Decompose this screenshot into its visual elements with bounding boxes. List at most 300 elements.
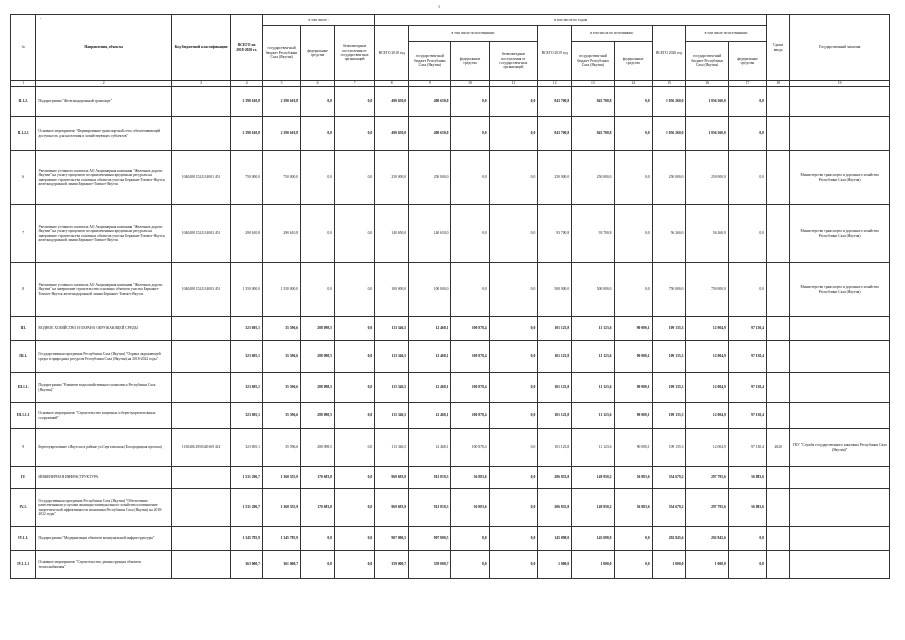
cell-s20: 292 845,6 bbox=[686, 527, 728, 551]
cell-fed: 288 098,5 bbox=[301, 373, 335, 403]
cell-name: Основное мероприятие "Формирование транспортной сети, обеспечивающей доступность для населения и хозяйствующих субъектов" bbox=[36, 117, 172, 151]
cell-f20: 97 130,4 bbox=[728, 341, 766, 373]
cell-fed: 0,0 bbox=[301, 151, 335, 205]
header-fed: федеральные средства bbox=[301, 26, 335, 81]
cell-total: 323 695,1 bbox=[231, 429, 263, 467]
cell-t20: 354 679,2 bbox=[652, 489, 686, 527]
cell-s19: 11 123,6 bbox=[572, 373, 614, 403]
cell-s20: 1 056 260,0 bbox=[686, 117, 728, 151]
cell-state: 2 390 610,8 bbox=[263, 117, 301, 151]
cell-cust bbox=[790, 403, 890, 429]
cell-term bbox=[767, 527, 790, 551]
header-state-2018: государствен-ный бюджет Республики Саха (Якутия) bbox=[409, 42, 451, 81]
header-sources-2020: в том числе по источникам: bbox=[686, 26, 767, 42]
cell-n18: 0,0 bbox=[489, 263, 538, 317]
cell-nb: 0,0 bbox=[334, 205, 374, 263]
cell-fed: 0,0 bbox=[301, 263, 335, 317]
cell-state: 35 596,6 bbox=[263, 429, 301, 467]
column-number: 11 bbox=[489, 81, 538, 87]
cell-s18: 12 468,1 bbox=[409, 341, 451, 373]
cell-state: 1 345 785,9 bbox=[263, 527, 301, 551]
cell-f20: 97 130,4 bbox=[728, 373, 766, 403]
cell-kbk bbox=[171, 527, 230, 551]
cell-t20: 250 000,0 bbox=[652, 151, 686, 205]
cell-cust bbox=[790, 489, 890, 527]
cell-f20: 97 130,4 bbox=[728, 403, 766, 429]
cell-no: IV. bbox=[11, 467, 36, 489]
cell-fed: 0,0 bbox=[301, 117, 335, 151]
column-number: 2 bbox=[36, 81, 172, 87]
column-number: 4 bbox=[231, 81, 263, 87]
cell-n18: 0,0 bbox=[489, 429, 538, 467]
column-number: 15 bbox=[652, 81, 686, 87]
cell-cust bbox=[790, 87, 890, 117]
cell-f18: 0,0 bbox=[451, 527, 489, 551]
cell-state: 35 596,6 bbox=[263, 403, 301, 429]
cell-cust bbox=[790, 373, 890, 403]
cell-s20: 297 795,6 bbox=[686, 467, 728, 489]
cell-t18: 359 000,7 bbox=[375, 551, 409, 579]
cell-nb: 0,0 bbox=[334, 151, 374, 205]
cell-total: 363 000,7 bbox=[231, 551, 263, 579]
header-total: ВСЕГО на 2018-2020 гг. bbox=[231, 15, 263, 81]
cell-term bbox=[767, 551, 790, 579]
header-fed-2020: федеральные средства bbox=[728, 42, 766, 81]
cell-t20: 56 260,0 bbox=[652, 205, 686, 263]
cell-f20: 0,0 bbox=[728, 263, 766, 317]
cell-f18: 56 883,6 bbox=[451, 489, 489, 527]
cell-t20: 750 000,0 bbox=[652, 263, 686, 317]
cell-s18: 907 800,5 bbox=[409, 527, 451, 551]
cell-cust bbox=[790, 527, 890, 551]
cell-nb: 0,0 bbox=[334, 489, 374, 527]
cell-t20: 1 056 260,0 bbox=[652, 117, 686, 151]
cell-no: III.1.1.1 bbox=[11, 403, 36, 429]
cell-s18: 12 468,1 bbox=[409, 373, 451, 403]
cell-f18: 0,0 bbox=[451, 205, 489, 263]
cell-fed: 0,0 bbox=[301, 527, 335, 551]
cell-t18: 100 000,0 bbox=[375, 263, 409, 317]
cell-s20: 12 004,9 bbox=[686, 373, 728, 403]
cell-f19: 90 000,1 bbox=[614, 317, 652, 341]
cell-kbk bbox=[171, 467, 230, 489]
cell-t18: 969 693,9 bbox=[375, 489, 409, 527]
cell-name: Основное мероприятие "Строительство, реконструкция объектов теплоснабжения" bbox=[36, 551, 172, 579]
table-row bbox=[11, 151, 890, 205]
table-row bbox=[11, 341, 890, 373]
cell-f18: 100 878,4 bbox=[451, 429, 489, 467]
cell-total: 2 390 610,8 bbox=[231, 87, 263, 117]
cell-t18: 250 000,0 bbox=[375, 151, 409, 205]
cell-n18: 0,0 bbox=[489, 341, 538, 373]
cell-kbk bbox=[171, 489, 230, 527]
column-number: 18 bbox=[767, 81, 790, 87]
cell-total: 323 695,1 bbox=[231, 341, 263, 373]
cell-s18: 912 810,3 bbox=[409, 467, 451, 489]
cell-s19: 11 123,6 bbox=[572, 429, 614, 467]
table-row bbox=[11, 373, 890, 403]
cell-kbk: 1040408 1522114001 451 bbox=[171, 151, 230, 205]
cell-fed: 170 683,8 bbox=[301, 467, 335, 489]
cell-f18: 0,0 bbox=[451, 551, 489, 579]
cell-t19: 101 123,8 bbox=[538, 403, 572, 429]
cell-t18: 113 346,5 bbox=[375, 429, 409, 467]
cell-no: III.1.1. bbox=[11, 373, 36, 403]
cell-t18: 113 346,5 bbox=[375, 341, 409, 373]
cell-total: 323 695,1 bbox=[231, 373, 263, 403]
cell-name: Подпрограмма "Железнодорожный транспорт" bbox=[36, 87, 172, 117]
cell-f19: 0,0 bbox=[614, 117, 652, 151]
cell-s20: 250 000,0 bbox=[686, 151, 728, 205]
cell-name: ИНЖЕНЕРНАЯ ИНФРАСТРУКТУРА bbox=[36, 467, 172, 489]
cell-cust bbox=[790, 317, 890, 341]
column-number: 5 bbox=[263, 81, 301, 87]
cell-no: 9 bbox=[11, 429, 36, 467]
header-2020: ВСЕГО 2020 год bbox=[652, 26, 686, 81]
cell-term bbox=[767, 403, 790, 429]
cell-term bbox=[767, 467, 790, 489]
cell-t18: 969 693,9 bbox=[375, 467, 409, 489]
cell-f20: 0,0 bbox=[728, 151, 766, 205]
cell-nb: 0,0 bbox=[334, 263, 374, 317]
cell-t19: 1 000,0 bbox=[538, 551, 572, 579]
cell-t19: 500 000,0 bbox=[538, 263, 572, 317]
column-number: 16 bbox=[686, 81, 728, 87]
cell-f20: 97 130,4 bbox=[728, 429, 766, 467]
cell-s18: 490 650,0 bbox=[409, 87, 451, 117]
cell-s19: 11 123,6 bbox=[572, 317, 614, 341]
cell-state: 1 360 555,9 bbox=[263, 489, 301, 527]
cell-state: 1 350 000,0 bbox=[263, 263, 301, 317]
cell-f18: 100 878,4 bbox=[451, 341, 489, 373]
cell-fed: 288 098,5 bbox=[301, 341, 335, 373]
column-number: 8 bbox=[375, 81, 409, 87]
cell-term: 2020 bbox=[767, 429, 790, 467]
cell-fed: 288 098,5 bbox=[301, 429, 335, 467]
header-by-years: в том числе по годам bbox=[375, 15, 767, 26]
cell-t20: 354 679,2 bbox=[652, 467, 686, 489]
cell-n18: 0,0 bbox=[489, 551, 538, 579]
cell-nb: 0,0 bbox=[334, 87, 374, 117]
corner-mark: - bbox=[40, 16, 42, 21]
cell-t18: 907 800,5 bbox=[375, 527, 409, 551]
cell-no: II.1.2. bbox=[11, 87, 36, 117]
table-row bbox=[11, 467, 890, 489]
cell-term bbox=[767, 87, 790, 117]
table-row bbox=[11, 527, 890, 551]
cell-nb: 0,0 bbox=[334, 551, 374, 579]
table-row bbox=[11, 87, 890, 117]
cell-s19: 843 700,8 bbox=[572, 87, 614, 117]
header-nonbud: безвозмездные поступления от государствен-ных организаций bbox=[334, 26, 374, 81]
table-row bbox=[11, 489, 890, 527]
cell-n18: 0,0 bbox=[489, 87, 538, 117]
cell-s19: 11 123,6 bbox=[572, 403, 614, 429]
cell-t19: 206 833,8 bbox=[538, 467, 572, 489]
cell-t19: 250 000,0 bbox=[538, 151, 572, 205]
column-number: 9 bbox=[409, 81, 451, 87]
cell-kbk bbox=[171, 117, 230, 151]
cell-term bbox=[767, 341, 790, 373]
column-number: 19 bbox=[790, 81, 890, 87]
cell-no: 8 bbox=[11, 263, 36, 317]
cell-t19: 843 700,8 bbox=[538, 87, 572, 117]
column-number: 17 bbox=[728, 81, 766, 87]
header-2018: ВСЕГО 2018 год bbox=[375, 26, 409, 81]
cell-n18: 0,0 bbox=[489, 151, 538, 205]
cell-t18: 113 346,5 bbox=[375, 373, 409, 403]
cell-s19: 149 950,2 bbox=[572, 467, 614, 489]
cell-t19: 101 123,8 bbox=[538, 341, 572, 373]
cell-s18: 140 650,0 bbox=[409, 205, 451, 263]
cell-kbk bbox=[171, 87, 230, 117]
cell-no: III. bbox=[11, 317, 36, 341]
cell-t20: 109 135,3 bbox=[652, 341, 686, 373]
cell-t18: 140 650,0 bbox=[375, 205, 409, 263]
cell-f20: 56 883,6 bbox=[728, 489, 766, 527]
cell-fed: 288 098,5 bbox=[301, 403, 335, 429]
cell-name: Увеличение уставного капитала АО Акционерная компания "Железные дороги Якутии" на уплату процентов по привлеченным кредитным ресурсам на завершение строительства основных объектов участка Беркакит-Томмот-Якутск железнодорожной линии Беркакит-Томмот-Якутск bbox=[36, 151, 172, 205]
column-number: 7 bbox=[334, 81, 374, 87]
cell-f20: 97 130,4 bbox=[728, 317, 766, 341]
cell-t20: 109 135,3 bbox=[652, 429, 686, 467]
cell-cust bbox=[790, 341, 890, 373]
cell-n18: 0,0 bbox=[489, 205, 538, 263]
cell-term bbox=[767, 151, 790, 205]
cell-nb: 0,0 bbox=[334, 341, 374, 373]
cell-s20: 12 004,9 bbox=[686, 341, 728, 373]
cell-t20: 109 135,3 bbox=[652, 373, 686, 403]
cell-t20: 109 135,3 bbox=[652, 317, 686, 341]
cell-kbk bbox=[171, 341, 230, 373]
cell-no: IV.1.1. bbox=[11, 527, 36, 551]
cell-no: IV.1.1.1 bbox=[11, 551, 36, 579]
table-row bbox=[11, 205, 890, 263]
cell-state: 35 596,6 bbox=[263, 317, 301, 341]
header-no: № bbox=[11, 15, 36, 81]
cell-f19: 0,0 bbox=[614, 551, 652, 579]
cell-name: Берегоукрепление г.Якутска в районе ул.Сергеляхская (Богородицкая протока) bbox=[36, 429, 172, 467]
cell-s20: 750 000,0 bbox=[686, 263, 728, 317]
cell-fed: 170 683,8 bbox=[301, 489, 335, 527]
cell-kbk bbox=[171, 373, 230, 403]
header-kbk: Код бюджетной классификации bbox=[171, 15, 230, 81]
cell-state: 1 360 555,9 bbox=[263, 467, 301, 489]
cell-f19: 90 000,1 bbox=[614, 373, 652, 403]
cell-total: 290 610,8 bbox=[231, 205, 263, 263]
column-number: 14 bbox=[614, 81, 652, 87]
cell-n18: 0,0 bbox=[489, 527, 538, 551]
column-number: 13 bbox=[572, 81, 614, 87]
cell-term bbox=[767, 205, 790, 263]
cell-total: 323 695,1 bbox=[231, 317, 263, 341]
cell-nb: 0,0 bbox=[334, 467, 374, 489]
cell-s18: 12 468,1 bbox=[409, 317, 451, 341]
cell-t18: 490 650,0 bbox=[375, 117, 409, 151]
cell-f18: 0,0 bbox=[451, 87, 489, 117]
header-fed-2018: федеральные средства bbox=[451, 42, 489, 81]
cell-n18: 0,0 bbox=[489, 489, 538, 527]
cell-cust bbox=[790, 117, 890, 151]
cell-f18: 100 878,4 bbox=[451, 403, 489, 429]
cell-t19: 206 833,8 bbox=[538, 489, 572, 527]
cell-name: Увеличение уставного капитала АО Акционерная компания "Железные дороги Якутии" на уплату процентов по привлеченным кредитным ресурсам на завершение строительства основных объектов участка Беркакит-Томмот-Якутск железнодорожной линии Беркакит-Томмот-Якутск bbox=[36, 205, 172, 263]
cell-t19: 101 123,8 bbox=[538, 429, 572, 467]
cell-cust bbox=[790, 551, 890, 579]
cell-cust: Министерство транспорта и дорожного хозяйства Республики Саха (Якутия) bbox=[790, 151, 890, 205]
cell-s18: 100 000,0 bbox=[409, 263, 451, 317]
cell-f19: 0,0 bbox=[614, 87, 652, 117]
cell-state: 290 610,8 bbox=[263, 205, 301, 263]
cell-term bbox=[767, 117, 790, 151]
cell-t19: 101 123,8 bbox=[538, 317, 572, 341]
budget-table bbox=[10, 14, 890, 579]
cell-nb: 0,0 bbox=[334, 117, 374, 151]
cell-s18: 250 000,0 bbox=[409, 151, 451, 205]
cell-kbk: 1040408 1522114002 451 bbox=[171, 205, 230, 263]
table-row bbox=[11, 403, 890, 429]
cell-s19: 11 123,6 bbox=[572, 341, 614, 373]
cell-f19: 0,0 bbox=[614, 205, 652, 263]
cell-state: 35 596,6 bbox=[263, 373, 301, 403]
cell-f19: 0,0 bbox=[614, 527, 652, 551]
cell-s19: 500 000,0 bbox=[572, 263, 614, 317]
cell-s20: 1 000,0 bbox=[686, 551, 728, 579]
cell-nb: 0,0 bbox=[334, 317, 374, 341]
cell-f19: 90 000,1 bbox=[614, 403, 652, 429]
cell-t20: 1 000,0 bbox=[652, 551, 686, 579]
cell-t19: 843 700,8 bbox=[538, 117, 572, 151]
cell-s19: 149 950,2 bbox=[572, 489, 614, 527]
cell-s19: 1 000,0 bbox=[572, 551, 614, 579]
cell-s19: 843 700,8 bbox=[572, 117, 614, 151]
cell-nb: 0,0 bbox=[334, 429, 374, 467]
cell-t19: 145 098,0 bbox=[538, 527, 572, 551]
cell-s19: 250 000,0 bbox=[572, 151, 614, 205]
table-row bbox=[11, 263, 890, 317]
cell-t20: 292 845,6 bbox=[652, 527, 686, 551]
header-incl: в том числе : bbox=[263, 15, 375, 26]
column-number: 6 bbox=[301, 81, 335, 87]
cell-name: Государственная программа Республики Саха (Якутия) "Охрана окружающей среды и природных ресурсов Республики Саха (Якутия) на 2018-2022 годы" bbox=[36, 341, 172, 373]
header-fed-2019: федеральные средства bbox=[614, 42, 652, 81]
cell-term bbox=[767, 263, 790, 317]
cell-nb: 0,0 bbox=[334, 373, 374, 403]
cell-total: 1 350 000,0 bbox=[231, 263, 263, 317]
cell-no: IV.1. bbox=[11, 489, 36, 527]
cell-f19: 0,0 bbox=[614, 151, 652, 205]
cell-s20: 297 795,6 bbox=[686, 489, 728, 527]
header-state-2019: государствен-ный бюджет Республики Саха (Якутия) bbox=[572, 42, 614, 81]
cell-s20: 56 260,0 bbox=[686, 205, 728, 263]
header-term: Сроки ввода bbox=[767, 15, 790, 81]
cell-kbk bbox=[171, 403, 230, 429]
cell-total: 1 345 785,9 bbox=[231, 527, 263, 551]
cell-f18: 100 878,4 bbox=[451, 317, 489, 341]
cell-f18: 0,0 bbox=[451, 151, 489, 205]
header-sources-2018: в том числе по источникам: bbox=[409, 26, 538, 42]
cell-name: ВОДНОЕ ХОЗЯЙСТВО И ОХРАНА ОКРУЖАЮЩЕЙ СРЕДЫ bbox=[36, 317, 172, 341]
cell-term bbox=[767, 373, 790, 403]
cell-s18: 12 468,1 bbox=[409, 429, 451, 467]
column-number: 10 bbox=[451, 81, 489, 87]
header-state-2020: государствен-ный бюджет Республики Саха (Якутия) bbox=[686, 42, 728, 81]
cell-nb: 0,0 bbox=[334, 527, 374, 551]
cell-name: Основное мероприятие "Строительство защитных и берегоукрепительных сооружений" bbox=[36, 403, 172, 429]
column-number: 3 bbox=[171, 81, 230, 87]
table-row bbox=[11, 429, 890, 467]
cell-f20: 0,0 bbox=[728, 527, 766, 551]
cell-name: Увеличение уставного капитала АО Акционерная компания "Железные дороги Якутии" на завершение строительства основных объектов участка Беркакит-Томмот-Якутск железнодорожной линии Беркакит-Томмот-Якутск bbox=[36, 263, 172, 317]
cell-fed: 0,0 bbox=[301, 87, 335, 117]
cell-t18: 113 346,5 bbox=[375, 403, 409, 429]
cell-fed: 0,0 bbox=[301, 205, 335, 263]
header-sources-2019: в том числе по источникам: bbox=[572, 26, 652, 42]
cell-s19: 145 098,0 bbox=[572, 527, 614, 551]
cell-s18: 12 468,1 bbox=[409, 403, 451, 429]
cell-f19: 0,0 bbox=[614, 263, 652, 317]
header-customer: Государственный заказчик bbox=[790, 15, 890, 81]
cell-name: Подпрограмма "Развитие водохозяйственного комплекса Республики Саха (Якутия)" bbox=[36, 373, 172, 403]
cell-f20: 0,0 bbox=[728, 117, 766, 151]
cell-t18: 113 346,5 bbox=[375, 317, 409, 341]
cell-s18: 490 650,0 bbox=[409, 117, 451, 151]
cell-n18: 0,0 bbox=[489, 467, 538, 489]
cell-state: 361 000,7 bbox=[263, 551, 301, 579]
cell-cust: Министерство транспорта и дорожного хозяйства Республики Саха (Якутия) bbox=[790, 205, 890, 263]
cell-t19: 93 700,8 bbox=[538, 205, 572, 263]
cell-s18: 359 000,7 bbox=[409, 551, 451, 579]
cell-no: II.1.2.1 bbox=[11, 117, 36, 151]
cell-nb: 0,0 bbox=[334, 403, 374, 429]
cell-no: III.1. bbox=[11, 341, 36, 373]
header-state: государствен-ный бюджет Республики Саха (Якутия) bbox=[263, 26, 301, 81]
cell-state: 750 000,0 bbox=[263, 151, 301, 205]
column-number: 1 bbox=[11, 81, 36, 87]
cell-f20: 56 883,6 bbox=[728, 467, 766, 489]
cell-f19: 90 000,1 bbox=[614, 429, 652, 467]
cell-total: 1 531 296,7 bbox=[231, 489, 263, 527]
cell-total: 1 531 296,7 bbox=[231, 467, 263, 489]
cell-f19: 90 000,1 bbox=[614, 341, 652, 373]
table-row bbox=[11, 551, 890, 579]
cell-t19: 101 123,8 bbox=[538, 373, 572, 403]
cell-kbk bbox=[171, 317, 230, 341]
page-number-mark: 1 bbox=[438, 4, 440, 9]
cell-t18: 490 650,0 bbox=[375, 87, 409, 117]
cell-f19: 56 883,6 bbox=[614, 467, 652, 489]
cell-t20: 109 135,3 bbox=[652, 403, 686, 429]
cell-s19: 93 700,8 bbox=[572, 205, 614, 263]
cell-term bbox=[767, 489, 790, 527]
cell-f20: 0,0 bbox=[728, 205, 766, 263]
table-row bbox=[11, 117, 890, 151]
cell-s20: 12 004,9 bbox=[686, 317, 728, 341]
cell-s18: 912 810,3 bbox=[409, 489, 451, 527]
cell-n18: 0,0 bbox=[489, 317, 538, 341]
cell-t20: 1 056 260,0 bbox=[652, 87, 686, 117]
cell-state: 35 596,6 bbox=[263, 341, 301, 373]
cell-f20: 0,0 bbox=[728, 87, 766, 117]
cell-f18: 0,0 bbox=[451, 263, 489, 317]
cell-total: 323 695,1 bbox=[231, 403, 263, 429]
cell-kbk: 1130406 2950320169 414 bbox=[171, 429, 230, 467]
cell-n18: 0,0 bbox=[489, 403, 538, 429]
cell-name: Государственная программа Республики Саха (Якутия) "Обеспечение качественными услугами жилищно-коммунального хозяйства и повышение энергетической эффективности экономики Республики Саха (Якутия) на 2018-2022 годы" bbox=[36, 489, 172, 527]
cell-cust: ГКУ "Служба государственного заказчика Республики Саха (Якутия)" bbox=[790, 429, 890, 467]
cell-cust bbox=[790, 467, 890, 489]
cell-kbk bbox=[171, 551, 230, 579]
